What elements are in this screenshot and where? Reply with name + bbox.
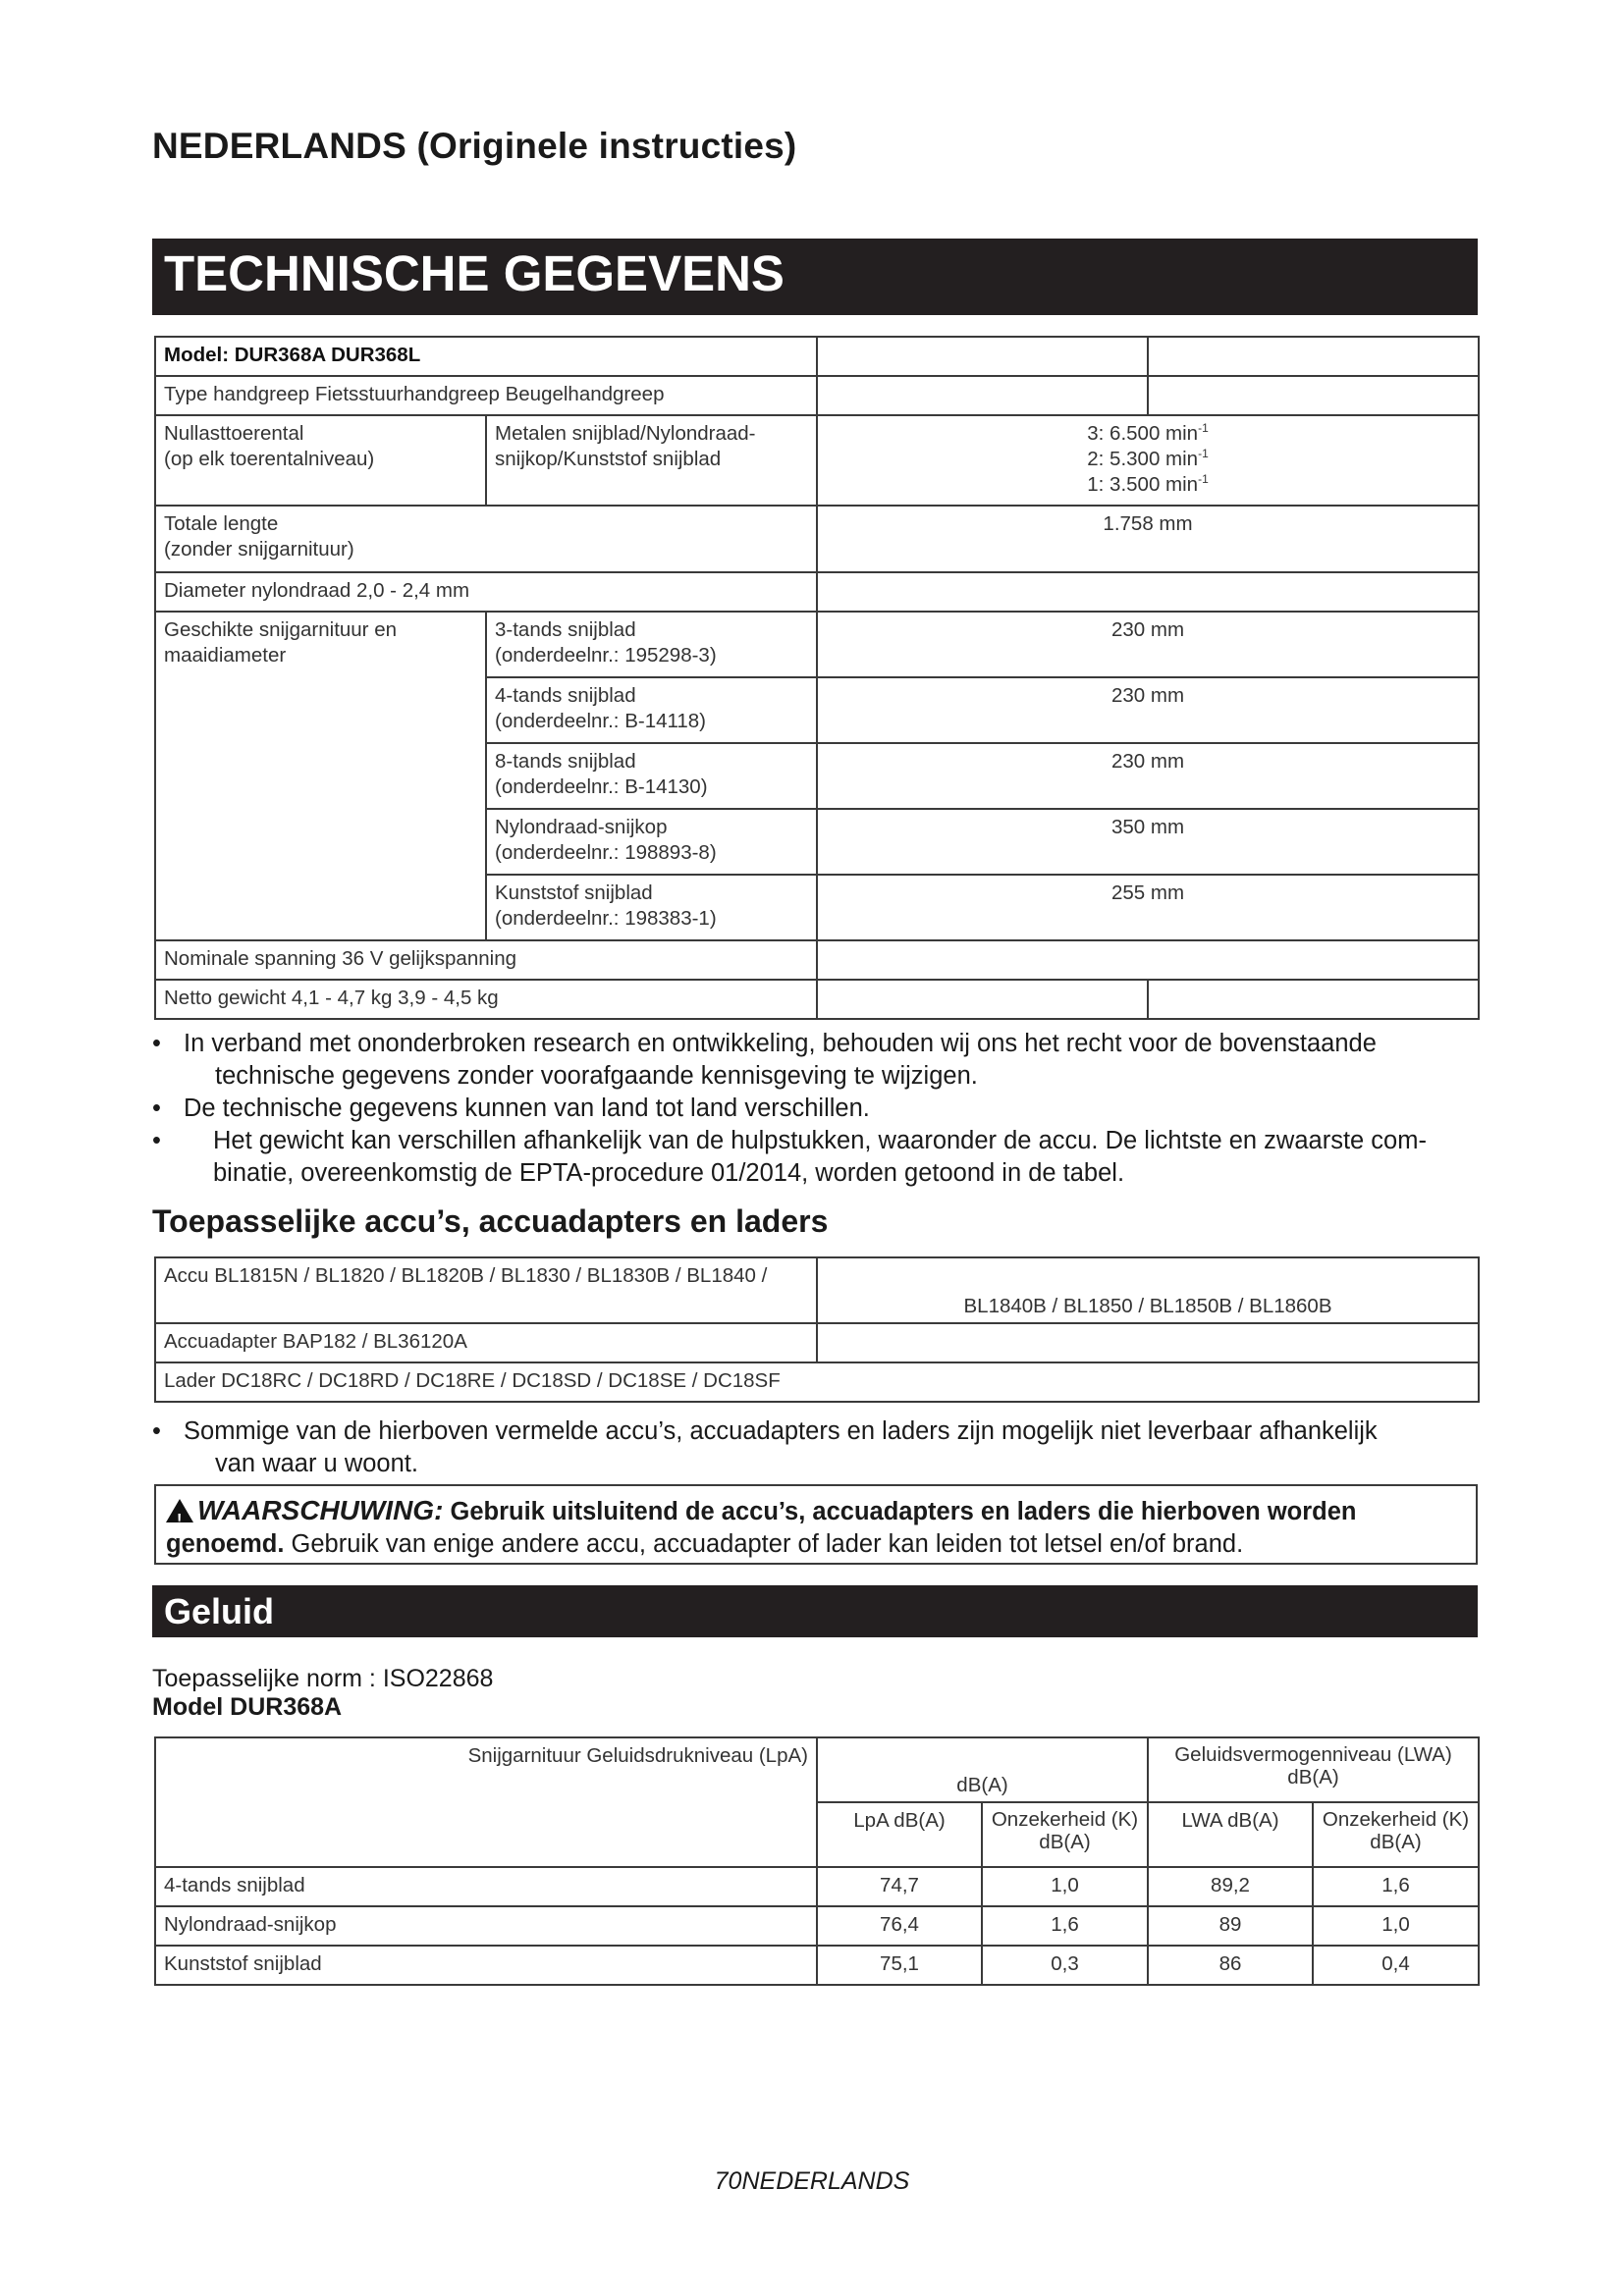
handle-col-2 xyxy=(1148,376,1479,415)
batteries-heading: Toepasselijke accu’s, accuadapters en laders xyxy=(152,1203,829,1239)
nylon-diameter-value xyxy=(817,572,1479,612)
weight-col-1 xyxy=(817,980,1148,1019)
battery-list-right: BL1840B / BL1850 / BL1850B / BL1860B xyxy=(817,1257,1479,1323)
applicable-standard: Toepasselijke norm : ISO22868 xyxy=(152,1665,494,1692)
adapter-row: Accuadapter BAP182 / BL36120A xyxy=(155,1323,817,1362)
specs-banner: TECHNISCHE GEGEVENS xyxy=(152,239,1478,315)
sound-head-lwa: Geluidsvermogenniveau (LWA) dB(A) xyxy=(1148,1737,1479,1802)
attachment-diameter: 350 mm xyxy=(817,809,1479,875)
note-item: • Het gewicht kan verschillen afhankelijk van de hulpstukken, waaronder de accu. De lichtste en zwaarste com- binatie, overeenkomstig de EPTA-procedure 01/2014, worden getoond in de tabel. xyxy=(152,1127,1427,1187)
handle-col-1 xyxy=(817,376,1148,415)
table-row xyxy=(155,1867,1479,1906)
model-label: Model: DUR368A DUR368L xyxy=(155,337,817,376)
sound-row-name: 4-tands snijblad xyxy=(155,1867,817,1906)
model-col-2 xyxy=(1148,337,1479,376)
sound-sub-k1: Onzekerheid (K) dB(A) xyxy=(982,1802,1148,1867)
sound-row-lwa: 89 xyxy=(1148,1906,1313,1946)
rated-voltage-row: Nominale spanning 36 V gelijkspanning xyxy=(155,940,817,980)
attachment-name: Nylondraad-snijkop (onderdeelnr.: 198893-8) xyxy=(486,809,817,875)
handle-type-row: Type handgreep Fietsstuurhandgreep Beugelhandgreep xyxy=(155,376,817,415)
sound-row-lpa: 75,1 xyxy=(817,1946,982,1985)
table-row xyxy=(155,1906,1479,1946)
batteries-table xyxy=(154,1256,1480,1403)
battery-list-left: Accu BL1815N / BL1820 / BL1820B / BL1830 / BL1830B / BL1840 / xyxy=(155,1257,817,1323)
attachment-diameter: 230 mm xyxy=(817,743,1479,809)
attachment-diameter: 230 mm xyxy=(817,612,1479,677)
specs-table xyxy=(154,336,1480,1020)
sound-sub-lwa: LWA dB(A) xyxy=(1148,1802,1313,1867)
no-load-speed-sub: Metalen snijblad/Nylondraad- snijkop/Kunststof snijblad xyxy=(486,415,817,506)
warning-bold-text: Gebruik uitsluitend de accu’s, accuadapters en laders die hierboven worden xyxy=(443,1498,1357,1525)
language-title: NEDERLANDS (Originele instructies) xyxy=(152,126,797,166)
attachment-name: Kunststof snijblad (onderdeelnr.: 198383-1) xyxy=(486,875,817,940)
attachment-diameter: 230 mm xyxy=(817,677,1479,743)
sound-row-k1: 1,6 xyxy=(982,1906,1148,1946)
sound-row-lwa: 89,2 xyxy=(1148,1867,1313,1906)
sound-row-lpa: 74,7 xyxy=(817,1867,982,1906)
sound-head-left: Snijgarnituur Geluidsdrukniveau (LpA) xyxy=(155,1737,817,1867)
warning-bold-text-2: genoemd. xyxy=(166,1530,285,1558)
attachment-label: Geschikte snijgarnituur en maaidiameter xyxy=(155,612,486,940)
no-load-speed-values: 3: 6.500 $\min^{-1}$ 2: 5.300 $\min^{-1}$ 1: 3.500 $\min^{-1}$ xyxy=(817,415,1479,506)
sound-row-k2: 1,0 xyxy=(1313,1906,1479,1946)
warning-text: Gebruik van enige andere accu, accuadapter of lader kan leiden tot letsel en/of brand. xyxy=(284,1530,1244,1558)
sound-row-k2: 1,6 xyxy=(1313,1867,1479,1906)
attachment-name: 8-tands snijblad (onderdeelnr.: B-14130) xyxy=(486,743,817,809)
attachment-diameter: 255 mm xyxy=(817,875,1479,940)
model-col-1 xyxy=(817,337,1148,376)
sound-row-name: Nylondraad-snijkop xyxy=(155,1906,817,1946)
no-load-speed-label: Nullasttoerental (op elk toerentalniveau) xyxy=(155,415,486,506)
weight-col-2 xyxy=(1148,980,1479,1019)
attachment-name: 3-tands snijblad (onderdeelnr.: 195298-3) xyxy=(486,612,817,677)
overall-length-value: 1.758 mm xyxy=(817,506,1479,572)
sound-banner: Geluid xyxy=(152,1585,1478,1637)
sound-row-k1: 1,0 xyxy=(982,1867,1148,1906)
rated-voltage-value xyxy=(817,940,1479,980)
net-weight-row: Netto gewicht 4,1 - 4,7 kg 3,9 - 4,5 kg xyxy=(155,980,817,1019)
attachment-name: 4-tands snijblad (onderdeelnr.: B-14118) xyxy=(486,677,817,743)
sound-model: Model DUR368A xyxy=(152,1693,343,1721)
table-row xyxy=(155,1946,1479,1985)
sound-table xyxy=(154,1736,1480,1986)
note-item: • De technische gegevens kunnen van land tot land verschillen. xyxy=(152,1095,870,1122)
sound-row-k1: 0,3 xyxy=(982,1946,1148,1985)
warning-label: WAARSCHUWING: xyxy=(197,1495,444,1525)
overall-length-label: Totale lengte (zonder snijgarnituur) xyxy=(155,506,817,572)
warning-box xyxy=(154,1484,1478,1565)
sound-row-lpa: 76,4 xyxy=(817,1906,982,1946)
sound-sub-k2: Onzekerheid (K) dB(A) xyxy=(1313,1802,1479,1867)
note-item: • In verband met ononderbroken research en ontwikkeling, behouden wij ons het recht voor de bovenstaande technische gegevens zonder voorafgaande kennisgeving te wijzigen. xyxy=(152,1030,1377,1090)
note-item: • Sommige van de hierboven vermelde accu’s, accuadapters en laders zijn mogelijk niet leverbaar afhankelijk van waar u woont. xyxy=(152,1417,1378,1477)
spec-notes xyxy=(152,1028,1478,1190)
sound-row-k2: 0,4 xyxy=(1313,1946,1479,1985)
nylon-diameter-row: Diameter nylondraad 2,0 - 2,4 mm xyxy=(155,572,817,612)
sound-row-name: Kunststof snijblad xyxy=(155,1946,817,1985)
sound-head-lpa: dB(A) xyxy=(817,1737,1148,1802)
sound-sub-lpa: LpA dB(A) xyxy=(817,1802,982,1867)
availability-note xyxy=(152,1415,1478,1480)
adapter-value xyxy=(817,1323,1479,1362)
page-footer: 70NEDERLANDS xyxy=(714,2167,910,2195)
charger-row: Lader DC18RC / DC18RD / DC18RE / DC18SD / DC18SE / DC18SF xyxy=(155,1362,1479,1402)
sound-row-lwa: 86 xyxy=(1148,1946,1313,1985)
warning-triangle-icon: ! xyxy=(166,1499,193,1522)
